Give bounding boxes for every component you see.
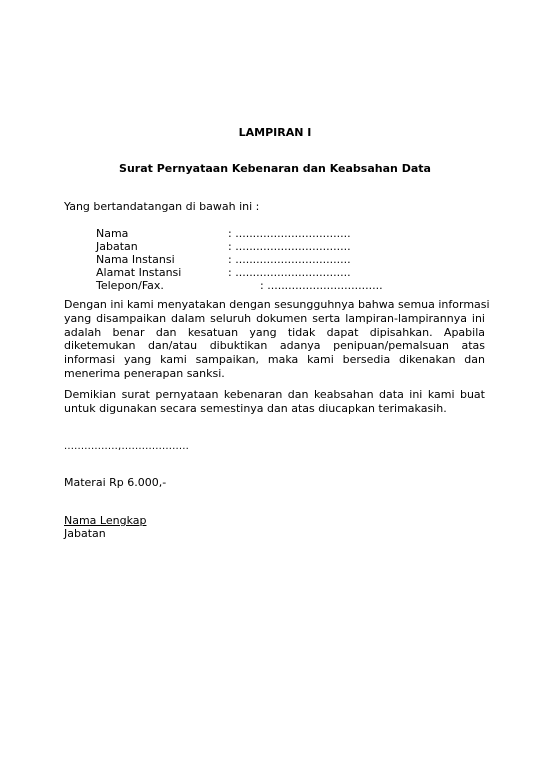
paragraph-line: Dengan ini kami menyatakan dengan sesungguhnya bahwa semua informasi xyxy=(64,298,490,311)
paragraph-line: informasi yang kami sampaikan, maka kami bersedia dikenakan dan xyxy=(64,353,485,367)
paragraph-line: diketemukan dan/atau dibuktikan adanya penipuan/pemalsuan atas xyxy=(64,339,485,353)
paragraph-line: Demikian surat pernyataan kebenaran dan keabsahan data ini kami buat xyxy=(64,388,485,401)
field-label-nama: Nama xyxy=(96,227,129,240)
signer-title: Jabatan xyxy=(64,527,106,540)
field-label-telepon-fax: Telepon/Fax. xyxy=(96,279,164,292)
closing-paragraph xyxy=(64,388,485,416)
paragraph-line: adalah benar dan kesatuan yang tidak dapat dipisahkan. Apabila xyxy=(64,325,485,339)
field-value-nama: : ................................. xyxy=(228,227,351,240)
paragraph-line: yang disampaikan dalam seluruh dokumen serta lampiran-lampirannya ini xyxy=(64,311,485,325)
field-value-telepon-fax: : ................................. xyxy=(260,279,383,292)
field-label-alamat-instansi: Alamat Instansi xyxy=(96,266,182,279)
field-label-jabatan: Jabatan xyxy=(96,240,138,253)
materai-text: Materai Rp 6.000,- xyxy=(64,476,167,489)
place-date-line: ................,.................... xyxy=(64,441,190,452)
field-value-alamat-instansi: : ................................. xyxy=(228,266,351,279)
intro-text: Yang bertandatangan di bawah ini : xyxy=(64,200,260,213)
document-title: LAMPIRAN I xyxy=(238,126,312,139)
field-value-jabatan: : ................................. xyxy=(228,240,351,253)
field-value-nama-instansi: : ................................. xyxy=(228,253,351,266)
field-label-nama-instansi: Nama Instansi xyxy=(96,253,175,266)
paragraph-line: untuk digunakan secara semestinya dan atas diucapkan terimakasih. xyxy=(64,401,447,415)
document-subtitle: Surat Pernyataan Kebenaran dan Keabsahan Data xyxy=(119,162,431,175)
paragraph-line: menerima penerapan sanksi. xyxy=(64,366,225,380)
statement-paragraph xyxy=(64,298,490,381)
signer-name: Nama Lengkap xyxy=(64,514,147,527)
